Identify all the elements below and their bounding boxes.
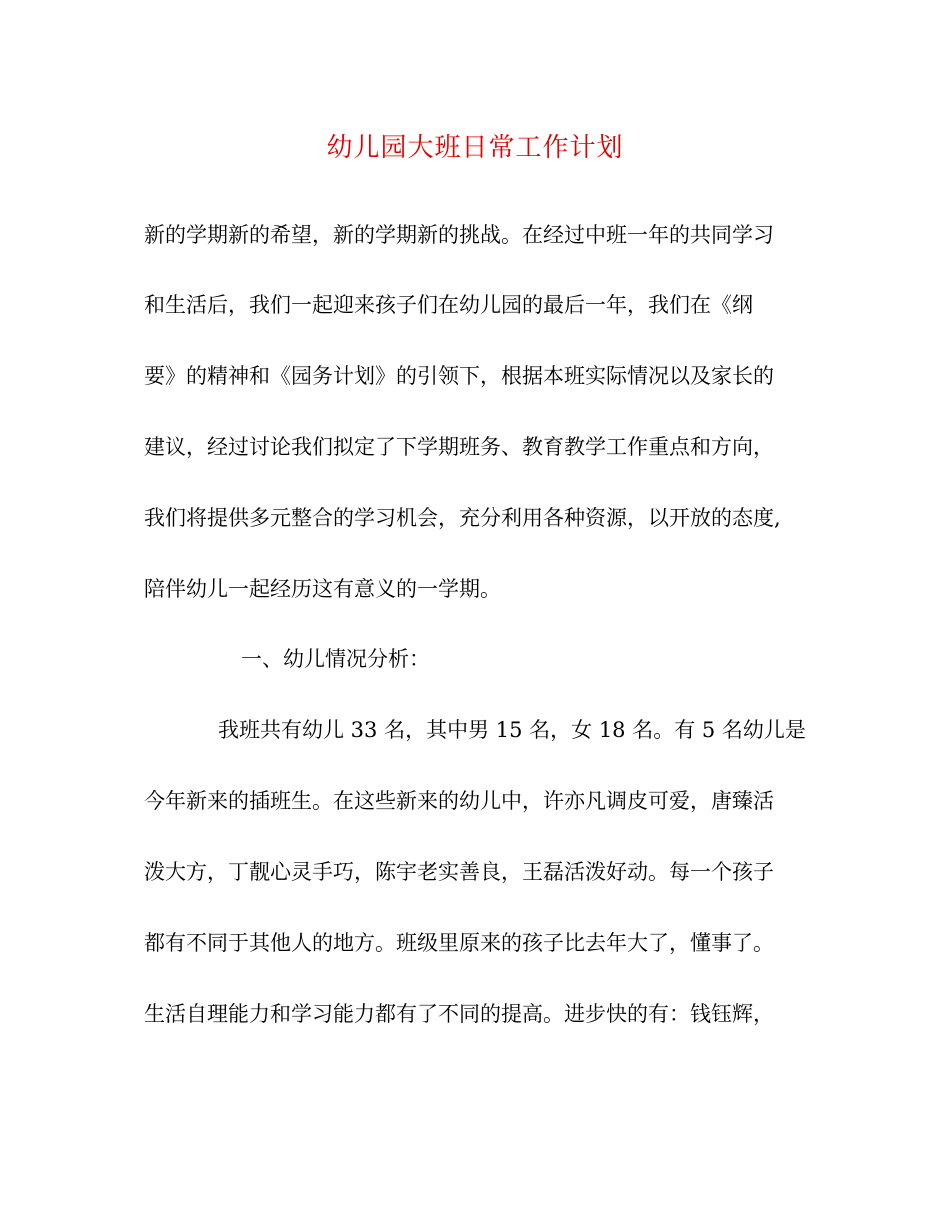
intro-line-6: 陪伴幼儿一起经历这有意义的一学期。 xyxy=(144,577,501,601)
intro-line-1: 新的学期新的希望，新的学期新的挑战。在经过中班一年的共同学习 xyxy=(144,223,774,247)
intro-line-2: 和生活后，我们一起迎来孩子们在幼儿园的最后一年，我们在《纲 xyxy=(144,293,753,317)
section-line-3: 泼大方，丁靓心灵手巧，陈宇老实善良，王磊活泼好动。每一个孩子 xyxy=(144,860,774,884)
intro-line-3: 要》的精神和《园务计划》的引领下，根据本班实际情况以及家长的 xyxy=(144,364,774,388)
section-line-5: 生活自理能力和学习能力都有了不同的提高。进步快的有：钱钰辉， xyxy=(144,1002,774,1026)
section-line-1: 我班共有幼儿 33 名，其中男 15 名，女 18 名。有 5 名幼儿是 xyxy=(218,718,806,742)
intro-line-5: 我们将提供多元整合的学习机会，充分利用各种资源，以开放的态度, xyxy=(144,506,781,530)
section-heading: 一、幼儿情况分析： xyxy=(241,647,430,671)
document-title: 幼儿园大班日常工作计划 xyxy=(326,133,624,163)
section-line-2: 今年新来的插班生。在这些新来的幼儿中，许亦凡调皮可爱，唐臻活 xyxy=(144,789,774,813)
section-line-4: 都有不同于其他人的地方。班级里原来的孩子比去年大了，懂事了。 xyxy=(144,931,774,955)
intro-line-4: 建议，经过讨论我们拟定了下学期班务、教育教学工作重点和方向， xyxy=(144,435,774,459)
